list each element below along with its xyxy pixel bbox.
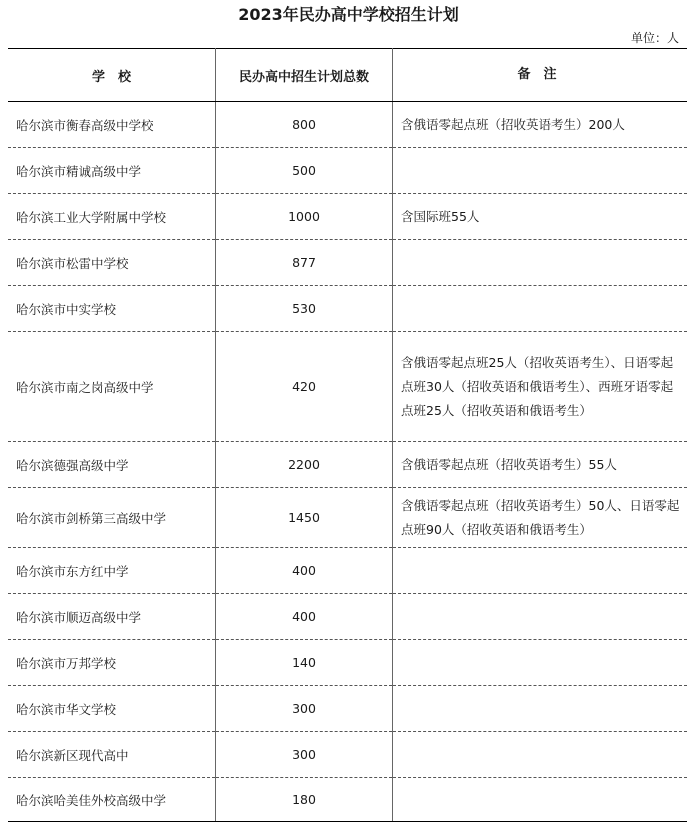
plan-total: 300 [216,732,393,778]
table-row [8,548,687,594]
remark: 含俄语零起点班25人（招收英语考生）、日语零起点班30人（招收英语和俄语考生）、西班牙语零起点班25人（招收英语和俄语考生） [393,332,688,442]
table-header-row [8,49,687,102]
plan-total: 500 [216,148,393,194]
remark [393,148,688,194]
remark [393,778,688,822]
remark [393,240,688,286]
school-name: 哈尔滨市南之岗高级中学 [8,332,216,442]
plan-total: 800 [216,102,393,148]
plan-total: 180 [216,778,393,822]
school-name: 哈尔滨德强高级中学 [8,442,216,488]
remark: 含俄语零起点班（招收英语考生）55人 [393,442,688,488]
table-row [8,640,687,686]
remark: 含俄语零起点班（招收英语考生）50人、日语零起点班90人（招收英语和俄语考生） [393,488,688,548]
school-name: 哈尔滨市中实学校 [8,286,216,332]
plan-total: 877 [216,240,393,286]
plan-total: 530 [216,286,393,332]
table-row [8,488,687,548]
plan-total: 2200 [216,442,393,488]
remark [393,548,688,594]
school-name: 哈尔滨市精诚高级中学 [8,148,216,194]
table-row [8,732,687,778]
remark [393,594,688,640]
plan-total: 1450 [216,488,393,548]
remark [393,640,688,686]
table-row [8,442,687,488]
table-row [8,686,687,732]
school-name: 哈尔滨市万邦学校 [8,640,216,686]
school-name: 哈尔滨工业大学附属中学校 [8,194,216,240]
header-remark: 备 注 [393,49,688,102]
table-row [8,148,687,194]
remark: 含国际班55人 [393,194,688,240]
plan-total: 400 [216,594,393,640]
plan-total: 400 [216,548,393,594]
header-total: 民办高中招生计划总数 [216,49,393,102]
table-row [8,594,687,640]
table-row [8,102,687,148]
remark: 含俄语零起点班（招收英语考生）200人 [393,102,688,148]
unit-label: 单位：人 [630,31,679,45]
school-name: 哈尔滨市剑桥第三高级中学 [8,488,216,548]
school-name: 哈尔滨市衡春高级中学校 [8,102,216,148]
remark [393,286,688,332]
remark [393,732,688,778]
table-row [8,332,687,442]
table-row [8,194,687,240]
plan-total: 420 [216,332,393,442]
table-row [8,778,687,822]
school-name: 哈尔滨新区现代高中 [8,732,216,778]
school-name: 哈尔滨哈美佳外校高级中学 [8,778,216,822]
plan-total: 300 [216,686,393,732]
school-name: 哈尔滨市松雷中学校 [8,240,216,286]
plan-total: 140 [216,640,393,686]
table-row [8,240,687,286]
remark [393,686,688,732]
school-name: 哈尔滨市顺迈高级中学 [8,594,216,640]
table-row [8,286,687,332]
page-title: 2023年民办高中学校招生计划 [238,5,459,24]
enrollment-plan-table [8,48,687,822]
school-name: 哈尔滨市东方红中学 [8,548,216,594]
header-school: 学 校 [8,49,216,102]
school-name: 哈尔滨市华文学校 [8,686,216,732]
plan-total: 1000 [216,194,393,240]
